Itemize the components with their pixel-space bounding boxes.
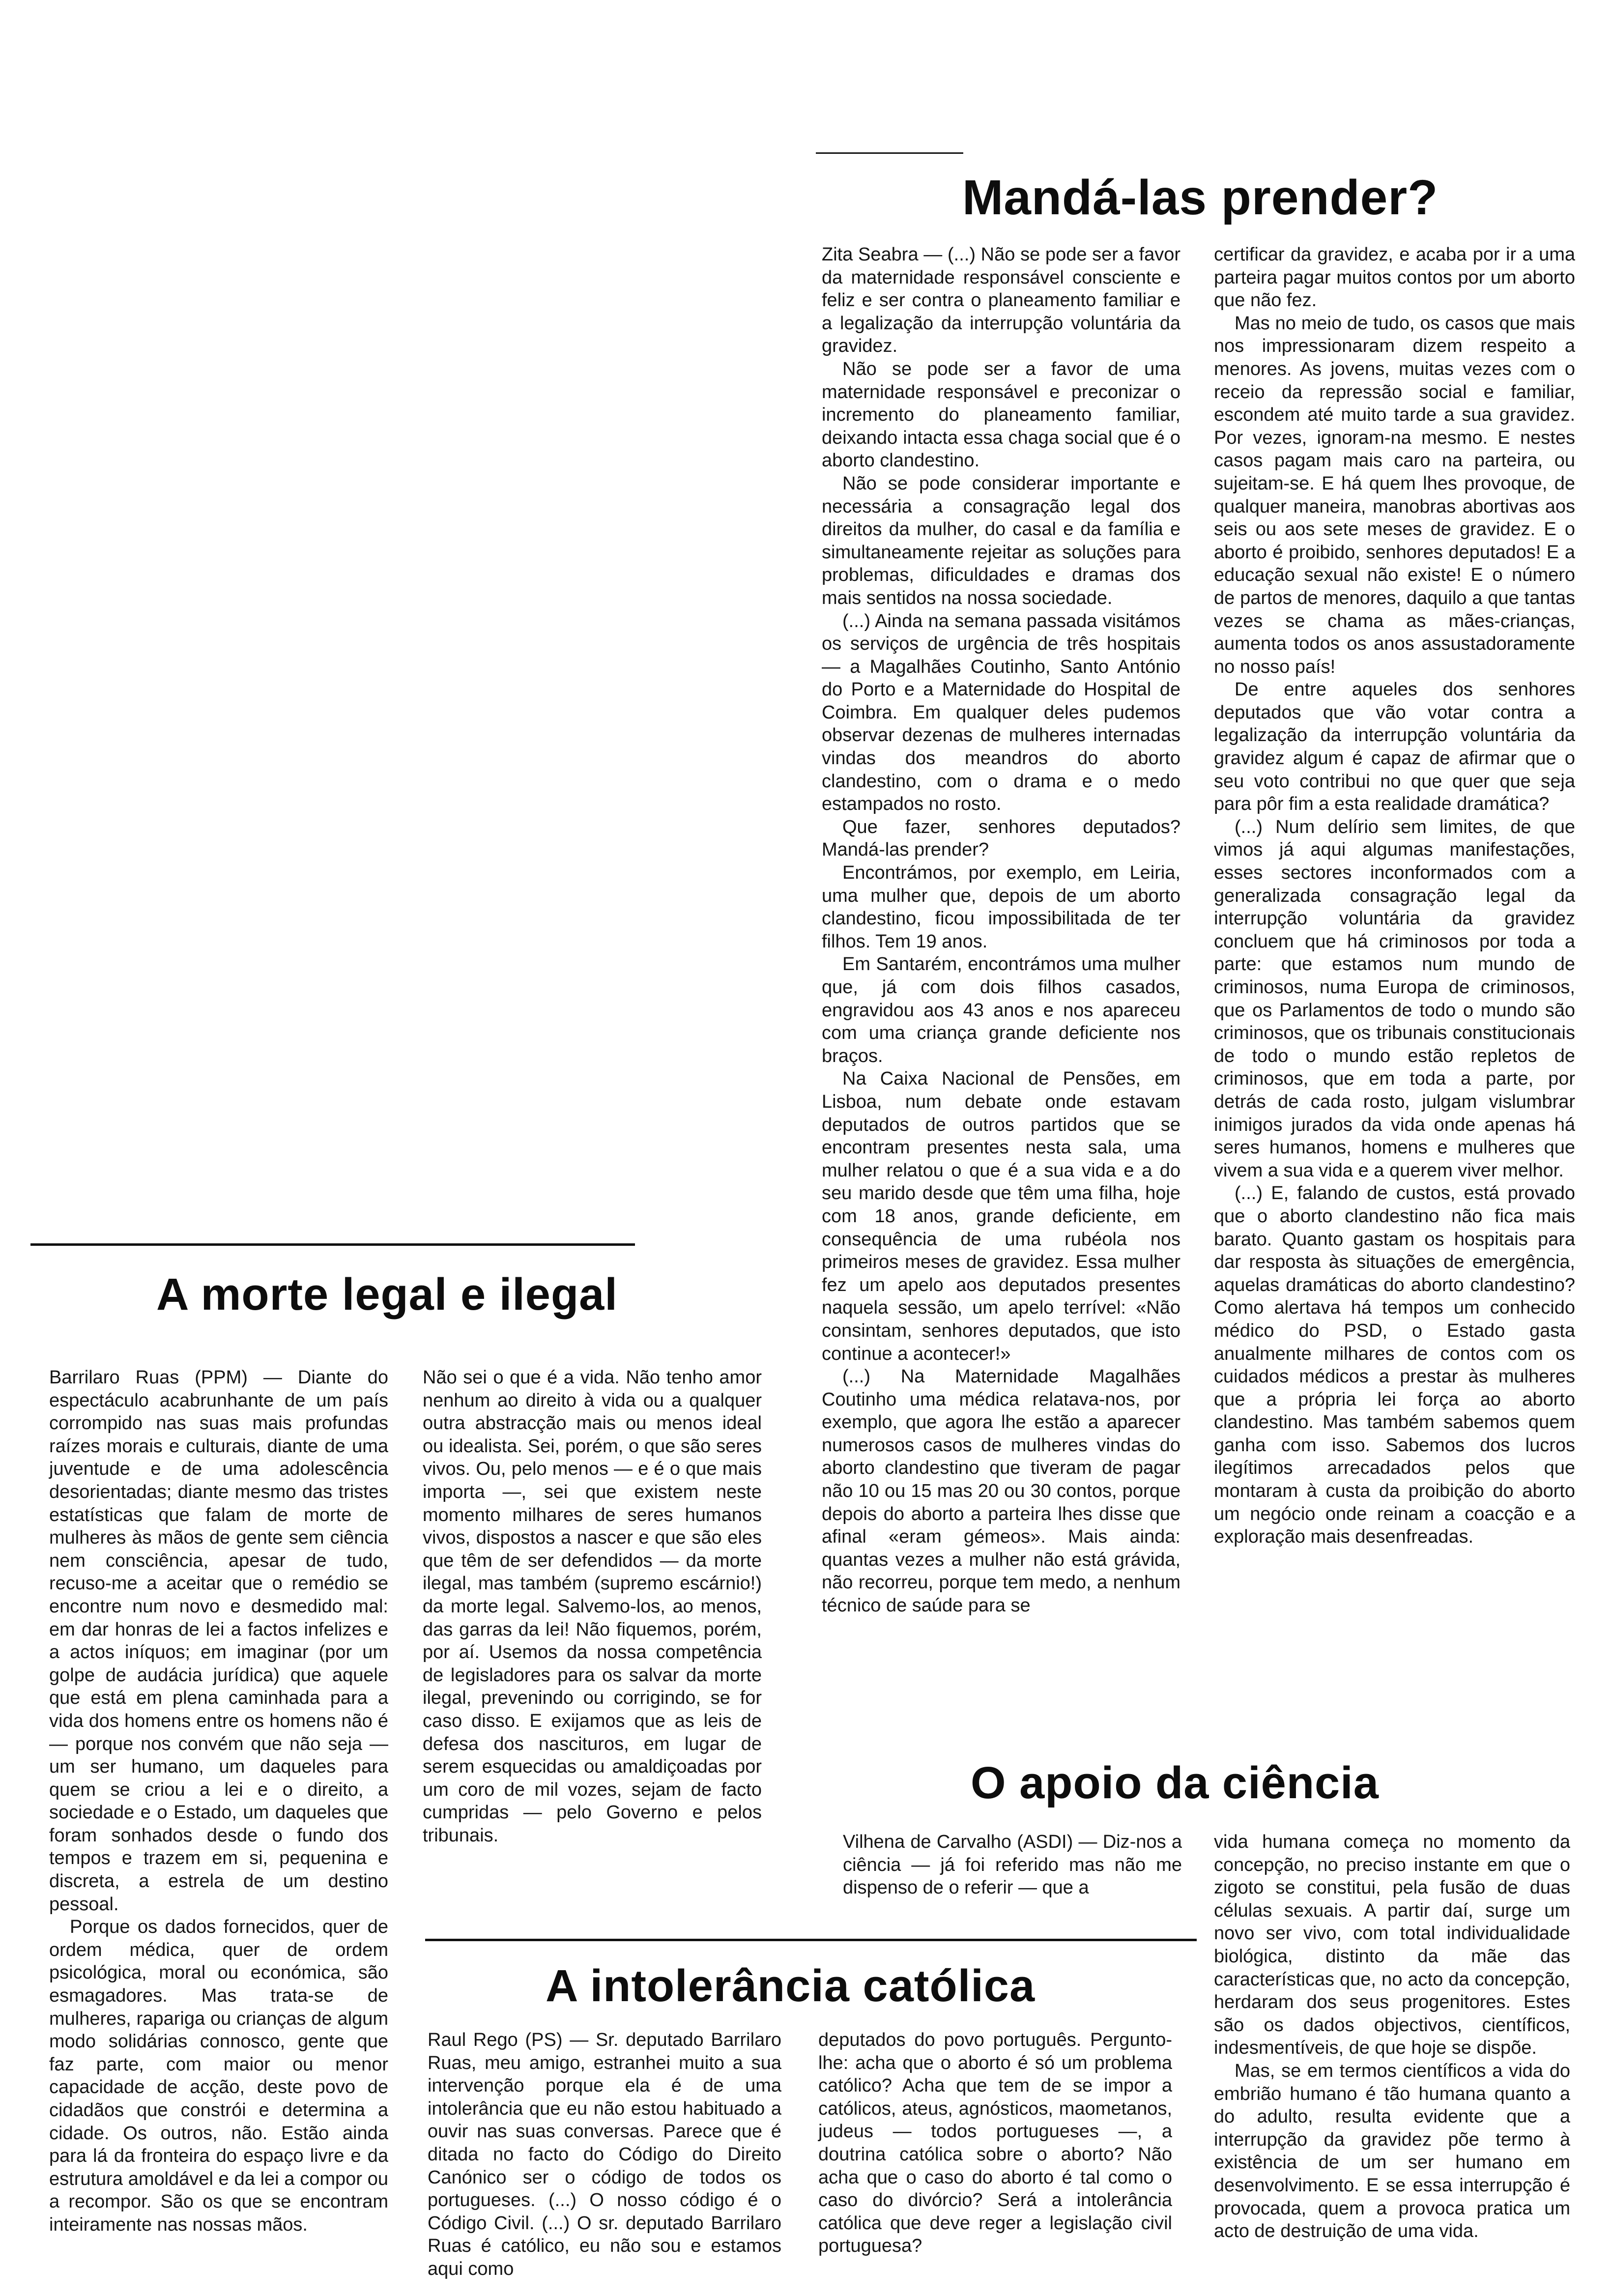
manda-column-1 <box>822 243 1180 1617</box>
section-divider-bottom <box>425 1939 1197 1941</box>
morte-column-2 <box>423 1366 762 1847</box>
paragraph: Barrilaro Ruas (PPM) — Diante do espectáculo acabrunhante de um país corrompido nas suas mais profundas raízes morais e culturais, diante de uma juventude e de uma adolescência desorientadas; diante mesmo das tristes estatísticas que falam de morte de mulheres às mãos de gente sem ciência nem consciência, apesar de tudo, recuso-me a aceitar que o remédio se encontre num novo e desmedido mal: em dar honras de lei a factos infelizes e a actos iníquos; em imaginar (por um golpe de audácia jurídica) que aquele que está em plena caminhada para a vida dos homens entre os homens não é — porque nos convém que não seja — um ser humano, um daqueles para quem se criou a lei e o direito, a sociedade e o Estado, um daqueles que foram sonhados desde o fundo dos tempos e trazem em si, pequenina e discreta, a estrela de um destino pessoal. <box>49 1367 388 1915</box>
top-rule <box>816 152 963 154</box>
paragraph: Não sei o que é a vida. Não tenho amor nenhum ao direito à vida ou a qualquer outra abstracção mais ou menos ideal ou idealista. Sei, porém, o que são seres vivos. Ou, pelo menos — e é o que mais importa —, sei que existem neste momento milhares de seres humanos vivos, dispostos a nascer e que são eles que têm de ser defendidos — da morte ilegal, mas também (supremo escárnio!) da morte legal. Salvemo-los, ao menos, das garras da lei! Não fiquemos, porém, por aí. Usemos da nossa competência de legisladores para os salvar da morte ilegal, prevenindo ou corrigindo, se for caso disso. E exijamos que as leis de defesa dos nascituros, em lugar de serem esquecidas ou amaldiçoadas por um coro de mil vozes, sejam de facto cumpridas — pelo Governo e pelos tribunais. <box>423 1367 762 1846</box>
paragraph: (...) Ainda na semana passada visitámos os serviços de urgência de três hospitais — a Magalhães Coutinho, Santo António do Porto e a Maternidade do Hospital de Coimbra. Em qualquer deles pudemos observar dezenas de mulheres internadas vindas dos meandros do aborto clandestino, com o drama e o medo estampados no rosto. <box>822 610 1180 815</box>
paragraph: vida humana começa no momento da concepção, no preciso instante em que o zigoto se constitui, pela fusão de duas células sexuais. A partir daí, surge um novo ser vivo, com total individualidade biológica, distinto da mãe das características que, no acto da concepção, herdaram dos seus progenitores. Estes são os dados objectivos, científicos, indesmentíveis, de que hoje se dispõe. <box>1214 1832 1570 2059</box>
paragraph: (...) Num delírio sem limites, de que vimos já aqui algumas manifestações, esses sectores inconformados com a generalizada consagração legal da interrupção voluntária da gravidez concluem que há criminosos por toda a parte: que estamos num mundo de criminosos, numa Europa de criminosos, que os Parlamentos de todo o mundo são criminosos, que os tribunais constitucionais de todo o mundo estão repletos de criminosos, que em toda a parte, por detrás de cada rosto, julgam vislumbrar inimigos jurados da vida onde apenas há seres humanos, homens e mulheres que vivem a sua vida e a querem viver melhor. <box>1214 816 1575 1181</box>
paragraph: Vilhena de Carvalho (ASDI) — Diz-nos a ciência — já foi referido mas não me dispenso de o referir — que a <box>843 1832 1182 1898</box>
headline-o-apoio-da-ciencia: O apoio da ciência <box>971 1758 1379 1808</box>
paragraph: Zita Seabra — (...) Não se pode ser a favor da maternidade responsável consciente e feliz e ser contra o planeamento familiar e a legalização da interrupção voluntária da gravidez. <box>822 244 1180 357</box>
paragraph: Que fazer, senhores deputados? Mandá-las prender? <box>822 816 1180 861</box>
section-divider-left <box>30 1243 635 1246</box>
paragraph: Em Santarém, encontrámos uma mulher que, já com dois filhos casados, engravidou aos 43 anos e nos apareceu com uma criança grande deficiente nos braços. <box>822 954 1180 1066</box>
intolerancia-column-1 <box>428 2029 781 2281</box>
paragraph: Na Caixa Nacional de Pensões, em Lisboa, num debate onde estavam deputados de outros partidos que se encontram presentes nesta sala, uma mulher relatou o que é a sua vida e a do seu marido desde que têm uma filha, hoje com 18 anos, grande deficiente, em consequência de uma rubéola nos primeiros meses de gravidez. Essa mulher fez um apelo aos deputados presentes naquela sessão, um apelo terrível: «Não consintam, senhores deputados, que isto continue a acontecer!» <box>822 1068 1180 1364</box>
paragraph: De entre aqueles dos senhores deputados que vão votar contra a legalização da interrupção voluntária da gravidez algum é capaz de afirmar que o seu voto contribui no que quer que seja para pôr fim a esta realidade dramática? <box>1214 679 1575 815</box>
paragraph: Encontrámos, por exemplo, em Leiria, uma mulher que, depois de um aborto clandestino, ficou impossibilitada de ter filhos. Tem 19 anos. <box>822 862 1180 952</box>
apoio-column-1 <box>843 1831 1182 1899</box>
headline-manda-las-prender: Mandá-las prender? <box>962 170 1439 225</box>
paragraph: Raul Rego (PS) — Sr. deputado Barrilaro Ruas, meu amigo, estranhei muito a sua intervenção porque ela é de uma intolerância que eu não estou habituado a ouvir nas suas conversas. Parece que é ditada no facto do Código do Direito Canónico ser o código de todos os portugueses. (...) O nosso código é o Código Civil. (...) O sr. deputado Barrilaro Ruas é católico, eu não sou e estamos aqui como <box>428 2030 781 2279</box>
paragraph: Mas, se em termos científicos a vida do embrião humano é tão humana quanto a do adulto, resulta evidente que a interrupção da gravidez põe termo à existência de um ser humano em desenvolvimento. E se essa interrupção é provocada, quem a provoca pratica um acto de destruição de uma vida. <box>1214 2060 1570 2242</box>
headline-a-morte-legal-e-ilegal: A morte legal e ilegal <box>156 1269 618 1320</box>
paragraph: Mas no meio de tudo, os casos que mais nos impressionaram dizem respeito a menores. As jovens, muitas vezes com o receio da repressão social e familiar, escondem até muito tarde a sua gravidez. Por vezes, ignoram-na mesmo. E nestes casos pagam mais caro na parteira, ou sujeitam-se. E há quem lhes provoque, de qualquer maneira, manobras abortivas aos seis ou aos sete meses de gravidez. E o aborto é proibido, senhores deputados! E a educação sexual não existe! E o número de partos de menores, daquilo a que tantas vezes se chama as mães-crianças, aumenta todos os anos assustadoramente no nosso país! <box>1214 313 1575 677</box>
manda-column-2 <box>1214 243 1575 1549</box>
paragraph: (...) E, falando de custos, está provado que o aborto clandestino não fica mais barato. Quanto gastam os hospitais para dar resposta às situações de emergência, aquelas dramáticas do aborto clandestino? Como alertava há tempos um conhecido médico do PSD, o Estado gasta anualmente milhares de contos com os cuidados médicos a prestar às mulheres que a própria lei força ao aborto clandestino. Mas também sabemos quem ganha com isso. Sabemos dos lucros ilegítimos arrecadados pelos que montaram à custa da proibição do aborto um negócio onde reinam a coacção e a exploração mais desenfreadas. <box>1214 1183 1575 1548</box>
paragraph: deputados do povo português. Pergunto-lhe: acha que o aborto é só um problema católico? Acha que tem de se impor a católicos, ateus, agnósticos, maometanos, judeus — todos portugueses —, a doutrina católica sobre o aborto? Não acha que o caso do aborto é tal como o caso do divórcio? Será a intolerância católica que deve reger a legislação civil portuguesa? <box>818 2030 1172 2257</box>
paragraph: Não se pode ser a favor de uma maternidade responsável e preconizar o incremento do planeamento familiar, deixando intacta essa chaga social que é o aborto clandestino. <box>822 358 1180 471</box>
morte-column-1 <box>49 1366 388 2237</box>
paragraph: (...) Na Maternidade Magalhães Coutinho uma médica relatava-nos, por exemplo, que agora lhe estão a aparecer numerosos casos de mulheres vindas do aborto clandestino que tiveram de pagar não 10 ou 15 mas 20 ou 30 contos, porque depois do aborto a parteira lhes disse que afinal «eram gémeos». Mais ainda: quantas vezes a mulher não está grávida, não recorreu, porque tem medo, a nenhum técnico de saúde para se <box>822 1366 1180 1616</box>
apoio-column-2 <box>1214 1831 1570 2243</box>
headline-a-intolerancia-catolica: A intolerância católica <box>546 1961 1036 2011</box>
paragraph: Não se pode considerar importante e necessária a consagração legal dos direitos da mulher, do casal e da família e simultaneamente rejeitar as soluções para problemas, dificuldades e dramas dos mais sentidos na nossa sociedade. <box>822 473 1180 608</box>
intolerancia-column-2 <box>818 2029 1172 2258</box>
paragraph: Porque os dados fornecidos, quer de ordem médica, quer de ordem psicológica, moral ou económica, são esmagadores. Mas trata-se de mulheres, rapariga ou crianças de algum modo solidárias connosco, gente que faz parte, com maior ou menor capacidade de acção, deste povo de cidadãos que constrói e determina a cidade. Os outros, não. Estão ainda para lá da fronteira do espaço livre e da estrutura amoldável e da lei a compor ou a recompor. São os que se encontram inteiramente nas nossas mãos. <box>49 1917 388 2235</box>
paragraph: certificar da gravidez, e acaba por ir a uma parteira pagar muitos contos por um aborto que não fez. <box>1214 244 1575 311</box>
